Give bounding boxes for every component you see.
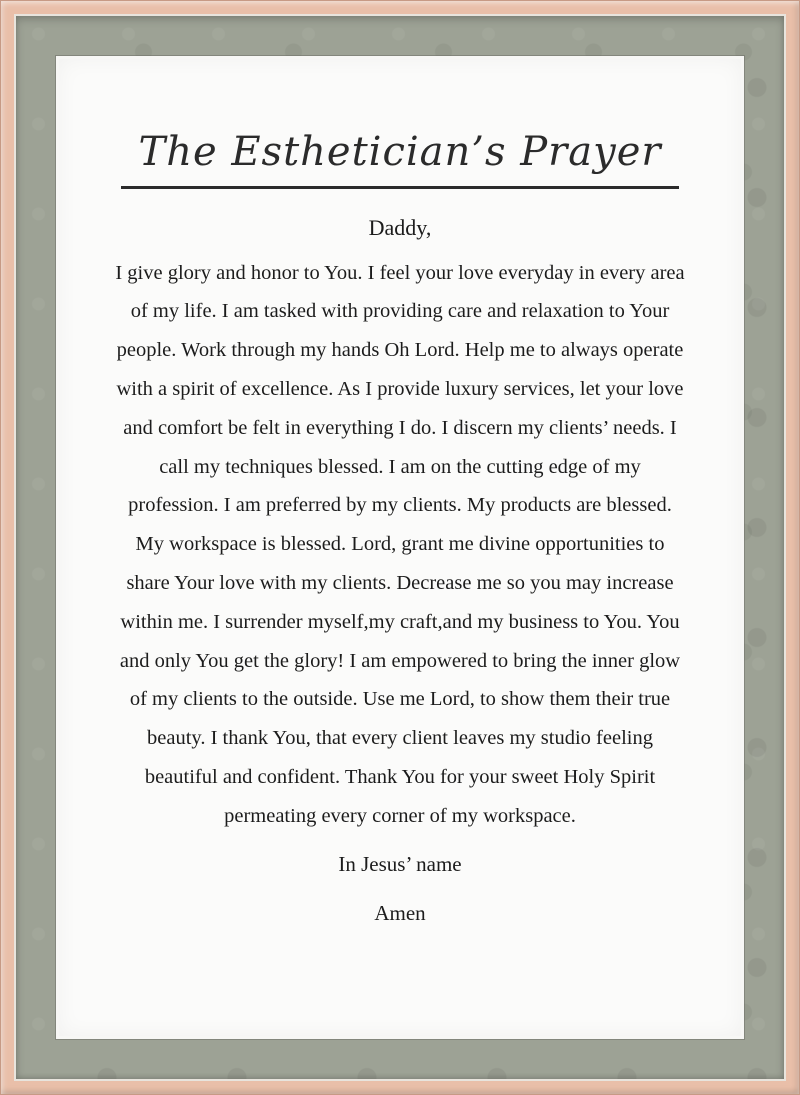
- prayer-line: of my clients to the outside. Use me Lord, to show them their true: [129, 688, 671, 711]
- closing-line: In Jesus’ name: [338, 851, 462, 876]
- prayer-line: and comfort be felt in everything I do. I discern my clients’ needs. I: [123, 416, 677, 439]
- mat-board: [14, 14, 786, 1081]
- prayer-title: The Esthetician’s Prayer: [121, 129, 680, 189]
- amen-line: Amen: [374, 900, 426, 925]
- salutation: Daddy,: [368, 215, 432, 241]
- prayer-line: My workspace is blessed. Lord, grant me divine opportunities to: [135, 533, 665, 556]
- prayer-line: profession. I am preferred by my clients. My products are blessed.: [128, 494, 672, 517]
- prayer-line: people. Work through my hands Oh Lord. Help me to always operate: [116, 339, 684, 362]
- prayer-body: [59, 254, 741, 836]
- prayer-print: [56, 56, 744, 1039]
- prayer-line: with a spirit of excellence. As I provide luxury services, let your love: [116, 377, 684, 400]
- prayer-line: permeating every corner of my workspace.: [224, 804, 576, 827]
- prayer-line: beauty. I thank You, that every client leaves my studio feeling: [147, 727, 653, 750]
- prayer-line: share Your love with my clients. Decrease me so you may increase: [126, 571, 674, 594]
- prayer-line: beautiful and confident. Thank You for your sweet Holy Spirit: [144, 765, 656, 788]
- prayer-line: and only You get the glory! I am empowered to bring the inner glow: [119, 649, 681, 672]
- prayer-line: of my life. I am tasked with providing care and relaxation to Your: [130, 300, 670, 323]
- prayer-line: within me. I surrender myself,my craft,and my business to You. You: [120, 610, 680, 633]
- prayer-line: call my techniques blessed. I am on the cutting edge of my: [159, 455, 641, 478]
- prayer-line: I give glory and honor to You. I feel your love everyday in every area: [115, 261, 685, 284]
